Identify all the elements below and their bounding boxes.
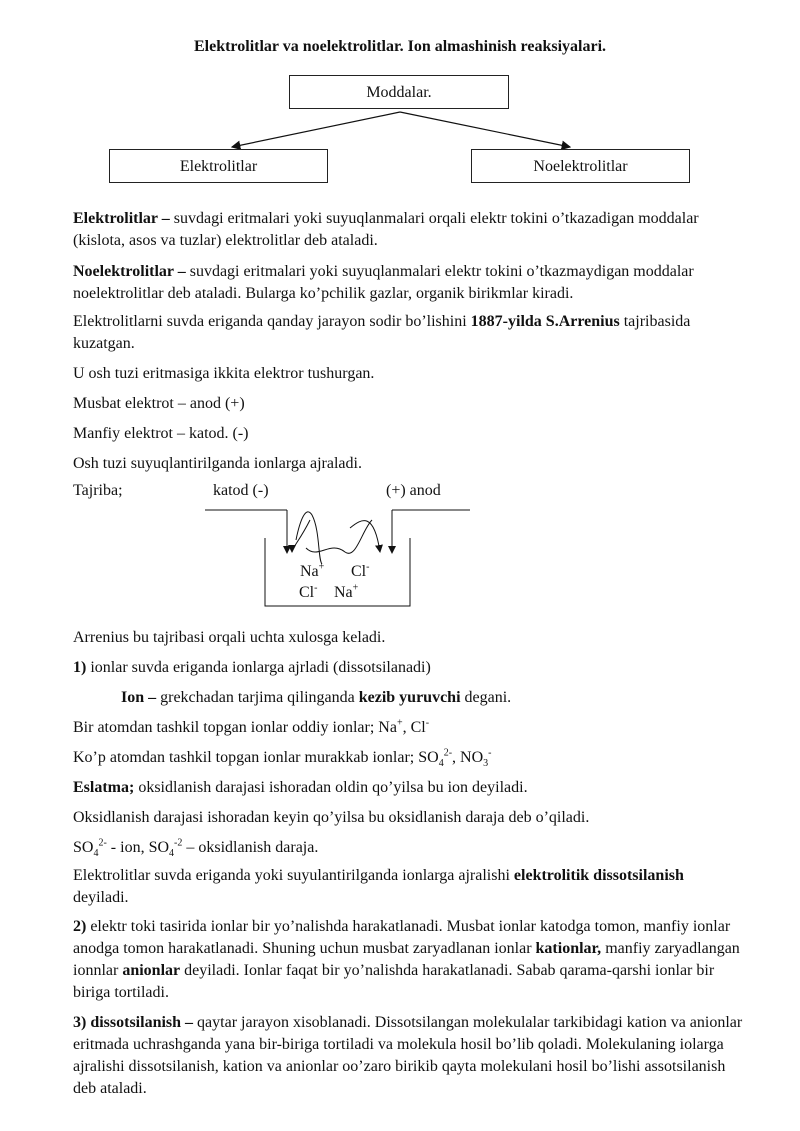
paragraph-so4-example: $SO_4^{2-}$ - ion, $SO_4^{-2}$ – oksidlanish daraja. [73, 837, 319, 860]
paragraph-complex-ions: Ko’p atomdan tashkil topgan ionlar murakkab ionlar; $SO_4^{2-}$, $NO_3^-$ [73, 747, 492, 770]
experiment-label: Tajriba; [73, 482, 123, 499]
arrow-left [232, 112, 400, 147]
ion-na-2: Na+ [334, 582, 359, 601]
ion-cl-1: Cl- [351, 561, 370, 580]
paragraph-elektrolitlar: Elektrolitlar – suvdagi eritmalari yoki suyuqlanmalari orqali elektr tokini o’tkazadigan moddalar (kislota, asos va tuzlar) elektrolitlar deb ataladi. [73, 210, 699, 249]
paragraph-oxidation: Oksidlanish darajasi ishoradan keyin qo’yilsa bu oksidlanish daraja deb o’qiladi. [73, 809, 590, 826]
paragraph-point-2: 2) elektr toki tasirida ionlar bir yo’nalishda harakatlanadi. Musbat ionlar katodga tomon, manfiy ionlar anodga tomon harakatlanadi. Shuning uchun musbat zaryadlanan ionlar kationlar, manfiy zaryadlangan ionnlar anionlar deyiladi. Ionlar faqat bir yo’nalishda harakatlanadi. Sabab qarama-qarshi ionlar bir biriga tortiladi. [73, 918, 740, 1001]
paragraph-point-1: 1) ionlar suvda eriganda ionlarga ajrladi (dissotsilanadi) [73, 659, 431, 676]
paragraph-electrodes: U osh tuzi eritmasiga ikkita elektror tushurgan. [73, 365, 375, 382]
ion-cl-2: Cl- [299, 582, 318, 601]
paragraph-eslatma: Eslatma; oksidlanish darajasi ishoradan oldin qo’yilsa bu ion deyiladi. [73, 779, 528, 796]
paragraph-ion-definition: Ion – grekchadan tarjima qilinganda kezib yuruvchi degani. [121, 689, 512, 706]
paragraph-anod: Musbat elektrot – anod (+) [73, 395, 245, 412]
arrow-right [400, 112, 570, 147]
anode-label: (+) anod [386, 482, 441, 499]
cathode-label: katod (-) [213, 482, 269, 499]
paragraph-osh-tuzi: Osh tuzi suyuqlantirilganda ionlarga ajraladi. [73, 455, 362, 472]
paragraph-point-3: 3) dissotsilanish – qaytar jarayon xisoblanadi. Dissotsilangan molekulalar tarkibidagi kation va anionlar eritmada uchrashganda yana bir-biriga tortiladi va molekula hosil bo’lib qoladi. Molekulaning iolarga ajralishi dissotsilanish, kation va anionlar oo’zaro birikib qayta molekulani hosil bo’lishi assotsilanish deb ataladi. [73, 1014, 743, 1097]
diagram-box-moddalar: Moddalar. [289, 75, 509, 109]
paragraph-noelektrolitlar: Noelektrolitlar – suvdagi eritmalari yoki suyuqlanmalari elektr tokini o’tkazmaydigan moddalar noelektrolitlar deb ataladi. Bularga ko’pchilik gazlar, organik birikmlar kiradi. [73, 263, 694, 302]
diagram-box-elektrolitlar: Elektrolitlar [109, 149, 328, 183]
paragraph-katod: Manfiy elektrot – katod. (-) [73, 425, 249, 442]
paragraph-arrenius: Elektrolitlarni suvda eriganda qanday jarayon sodir bo’lishini 1887-yilda S.Arrenius tajribasida kuzatgan. [73, 313, 691, 352]
page-title: Elektrolitlar va noelektrolitlar. Ion almashinish reaksiyalari. [193, 38, 607, 55]
diagram-box-noelektrolitlar: Noelektrolitlar [471, 149, 690, 183]
ion-na-1: Na+ [300, 561, 325, 580]
paragraph-dissociation: Elektrolitlar suvda eriganda yoki suyulantirilganda ionlarga ajralishi elektrolitik dissotsilanish deyiladi. [73, 867, 684, 906]
paragraph-conclusions: Arrenius bu tajribasi orqali uchta xulosga keladi. [73, 629, 386, 646]
paragraph-simple-ions: Bir atomdan tashkil topgan ionlar oddiy ionlar; Na+, Cl- [73, 717, 430, 736]
